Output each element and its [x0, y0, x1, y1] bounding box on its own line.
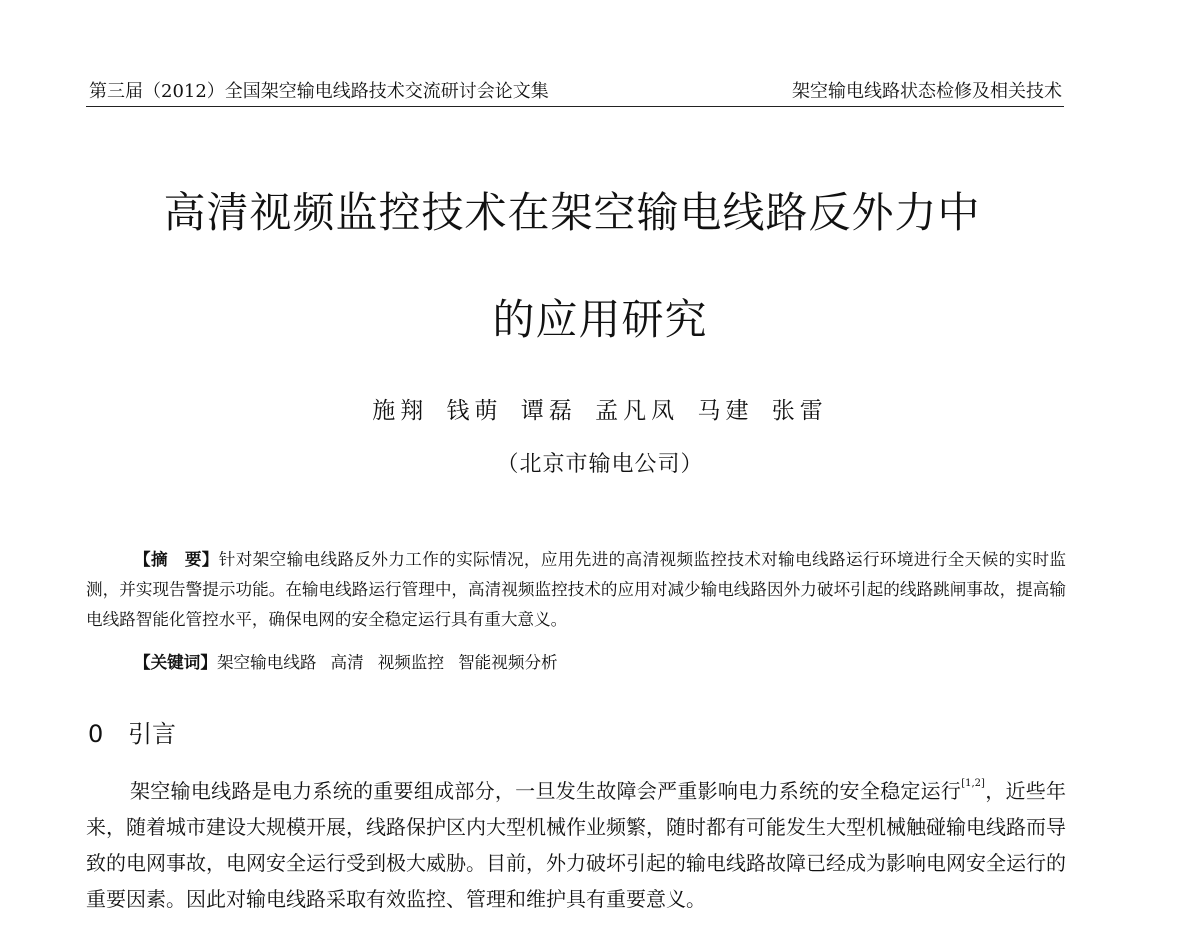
paper-title-line-2: 的应用研究 [492, 295, 708, 344]
section-title: 引言 [128, 720, 176, 748]
paper-title-line-1: 高清视频监控技术在架空输电线路反外力中 [163, 188, 981, 237]
body-text-part-1: 架空输电线路是电力系统的重要组成部分，一旦发生故障会严重影响电力系统的安全稳定运行 [130, 779, 962, 803]
keyword: 架空输电线路 [216, 653, 317, 672]
citation: [1,2] [961, 778, 985, 789]
keywords-label: 【关键词】 [134, 653, 217, 672]
keyword: 智能视频分析 [458, 653, 558, 672]
affiliation: （北京市输电公司） [496, 452, 704, 477]
keyword: 视频监控 [377, 653, 445, 672]
keywords [134, 648, 1064, 678]
body-text [86, 773, 1066, 917]
running-header [86, 78, 1064, 107]
body-text-part-2: ，近些年来，随着城市建设大规模开展，线路保护区内大型机械作业频繁，随时都有可能发生大型机械触碰输电线路而导致的电网事故，电网安全运行受到极大威胁。目前，外力破坏引起的输电线路故障已经成为影响电网安全运行的重要因素。因此对输电线路采取有效监控、管理和维护具有重要意义。 [86, 779, 1067, 911]
section-number: 0 [88, 720, 104, 748]
abstract-text: 针对架空输电线路反外力工作的实际情况，应用先进的高清视频监控技术对输电线路运行环境进行全天候的实时监测，并实现告警提示功能。在输电线路运行管理中，高清视频监控技术的应用对减少输电线路因外力破坏引起的线路跳闸事故，提高输电线路智能化管控水平，确保电网的安全稳定运行具有重大意义。 [86, 550, 1067, 629]
keyword: 高清 [330, 653, 364, 672]
header-section-title: 架空输电线路状态检修及相关技术 [792, 81, 1062, 102]
header-proceedings-title: 第三届（2012）全国架空输电线路技术交流研讨会论文集 [89, 81, 549, 102]
author-list: 施翔 钱萌 谭磊 孟凡凤 马建 张雷 [372, 398, 828, 424]
body-paragraph [86, 773, 1066, 917]
abstract-paragraph [86, 545, 1066, 635]
abstract-label: 【摘 要】 [134, 550, 219, 569]
section-heading [88, 716, 176, 752]
abstract [86, 545, 1066, 635]
